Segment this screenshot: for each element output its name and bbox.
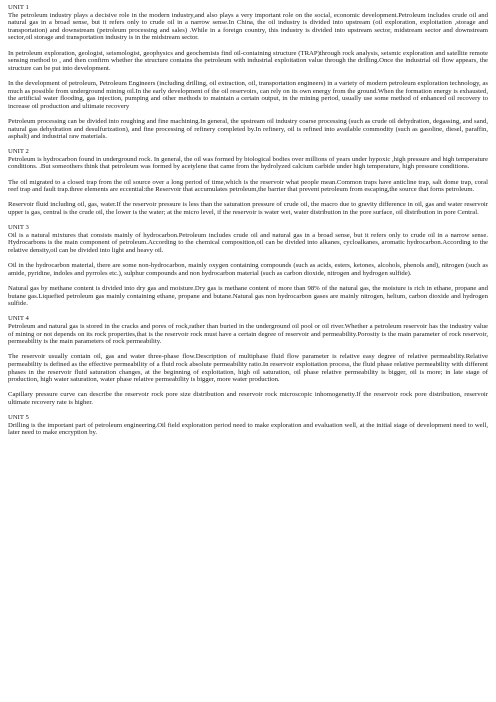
paragraph: Reservoir fluid including oil, gas, water.If the reservoir pressure is less than the saturation pressure of crude oil, the macro due to gravity difference in oil, gas and water reservoir upper is gas, central is the crude oil, the lower is the water; at the micro level, if the reservoir is water wet, water distribution in the pore surface, oil distribution in pore Central. (8, 201, 488, 217)
paragraph: Petroleum is hydrocarbon found in underground rock. In general, the oil was formed by biological bodies over millions of years under hypoxic ,high pressure and high temperature conditions. .But someothers think that petroleum was formed by acetylene that came from the hydrolyzed calcium carbide under high temperature, high pressure conditions. (8, 155, 488, 171)
unit-heading: UNIT 1 (8, 4, 29, 11)
unit-2 (8, 148, 488, 216)
paragraph: Oil in the hydrocarbon material, there are some non-hydrocarbon, mainly oxygen containing compounds (such as acids, esters, ketones, alcohols, phenols and), nitrogen (such as amide, pyridine, indoles and pyrroles etc.), sulphur compounds and non hydrocarbon material (such as carbon dioxide, nitrogen and hydrogen sulfide). (8, 262, 488, 277)
unit-heading: UNIT 2 (8, 148, 29, 156)
paragraph: Capillary pressure curve can describe the reservoir rock pore size distribution and reservoir rock microscopic inhomogeneity.If the reservoir rock pore distribution, reservoir ultimate recovery rate is higher. (8, 391, 488, 406)
unit-5 (8, 414, 488, 437)
unit-heading: UNIT 4 (8, 315, 29, 323)
paragraph: The petroleum industry plays a decisive role in the modern industry,and also plays a very important role on the social, economic development.Petroleum includes crude oil and natural gas in a broad sense, but it refers only to crude oil in a narrow sense.In China, the oil industry is divided into upstream (oil exploration, exploitation ,storage and transportation) and downstream (petroleum processing and sales) .While in a foreign country, this industry is divided into upstream sector, midstream sector and downstream sector,oil storage and transportation industry is in the midstream sector. (8, 11, 488, 42)
paragraph: The oil migrated to a closed trap from the oil source over a long period of time,which is the reservoir what people mean.Common traps have anticline trap, salt dome trap, coral reef trap and fault trap.three elements are eccential:the Reservoir that accumulates petroleum,the barrier that prevent petroleum from escaping,the source that forns petroleum. (8, 178, 488, 194)
paragraph: Drilling is the important part of petroleum engineering.Oil field exploration period need to make exploration and evaluation well, at the initial stage of development need to well, later need to make encryption by. (8, 421, 488, 437)
unit-heading: UNIT 3 (8, 224, 29, 232)
paragraph: In petroleum exploration, geologist, seismologist, geophysics and geochemists find oil-containing structure (TRAP)through rock analysis, seismic exploration and satellite remote sensing method to , and then confirm whether the structure contains the petroleum with industrial exploitation value through the drilling.Once the industrial oil flow appears, the structure can be put into development. (8, 49, 488, 72)
paragraph: Petroleum processing can be divided into roughing and fine machining.In general, the upstream oil industry coarse processing (such as crude oil dehydration, degassing, and sand, natural gas dehydration and desulfurization), and fine processing of refinery completed by.In refinery, oil is refined into available commodity (such as gasoline, diesel, paraffin, asphalt) and industrial raw materials. (8, 117, 488, 141)
paragraph: Natural gas by methane content is divided into dry gas and moisture.Dry gas is methane content of more than 98% of the natural gas, the moisture is rich in ethane, propane and butane gas.Liquefied petroleum gas mainly containing ethane, propane and butane.Natural gas non hydrocarbon gases are mainly nitrogen, helium, carbon dioxide and hydrogen sulfide. (8, 284, 488, 308)
unit-heading: UNIT 5 (8, 414, 29, 422)
unit-3 (8, 224, 488, 308)
unit-1 (8, 4, 488, 141)
paragraph: Petroleum and natural gas is stored in the cracks and pores of rock,rather than buried in the underground oil pool or oil river.Whether a petroleum reservoir has the industry value of mining or not depends on its rock properties,that is the reservoir rock must have a certain degree of reservoir and permeability.Porosity is the main parameter of rock reservoir, permeability is the main parameters of rock permeability. (8, 322, 488, 346)
paragraph: Oil is a natural mixtures that consists mainly of hydrocarbon.Petroleum includes crude oil and natural gas in a broad sense, but it refers only to crude oil in a narrow sense. Hydrocarbons is the main component of petroleum.According to the chemical composition,oil can be divided into alkanes, cycloalkanes, aromatic hydrocarbon.According to the relative density,oil can be divided into light and heavy oil. (8, 231, 488, 254)
paragraph: The reservoir usually contain oil, gas and water three-phase flow.Description of multiphase fluid flow parameter is relative easy degree of relative permeability.Relative permeability is defined as the effective permeability of a fluid rock absolute permeability ratio.In reservoir exploitation process, the fluid phase relative permeability with different phases in the reservoir fluid saturation changes, at the beginning of exploitation, high oil saturation, oil phase relative permeability is bigger, oil is more; in late stage of production, high water saturation, water phase relative permeability is bigger, more water production. (8, 353, 488, 384)
paragraph: In the development of petroleum, Petroleum Engineers (including drilling, oil extraction, oil, transportation engineers) in a variety of modern petroleum exploration technology, as much as possible from underground mining oil.In the early development of the oil reservoirs, can rely on its own energy from the ground.When the formation energy is exhausted, the artificial water flooding, gas injection, pumping and other methods to maintain a certain output, in the mining period, usually use some method of enhanced oil recovery to increase oil production and ultimate recovery (8, 79, 488, 110)
unit-4 (8, 315, 488, 406)
